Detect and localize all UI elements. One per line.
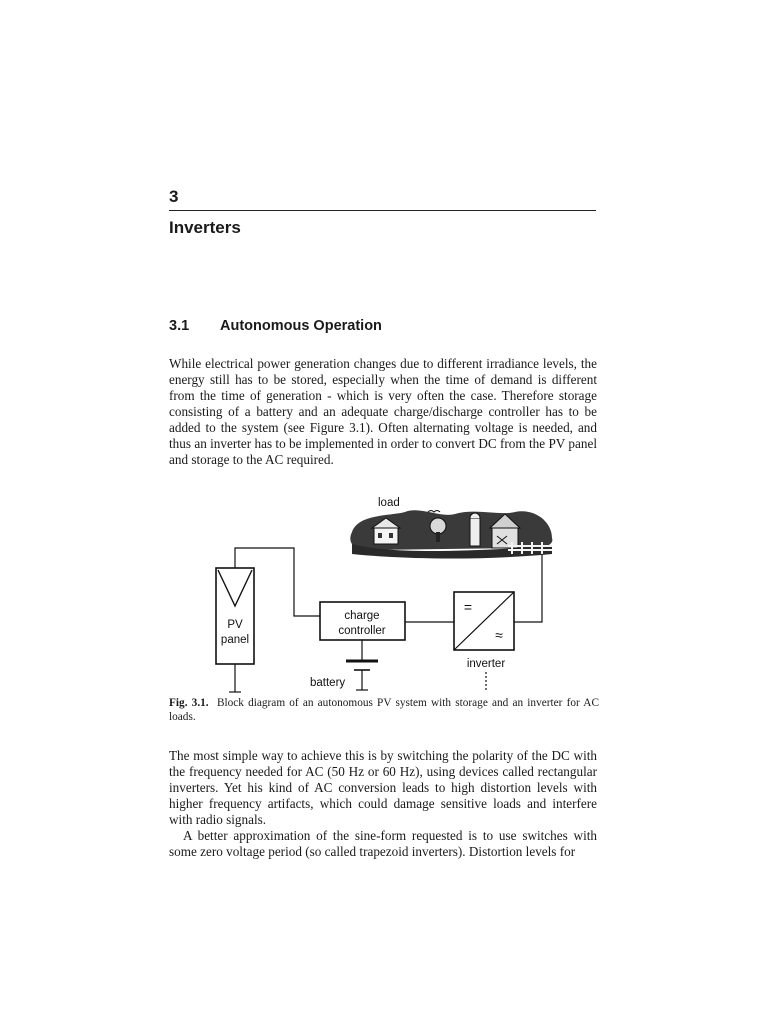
paragraph-intro: While electrical power generation changes due to different irradiance levels, the energy still has to be stored, especially when the time of demand is different from the time of generation - which is very often the case. Therefore storage consisting of a battery and an adequate charge/discharge controller has to be added to the system (see Figure 3.1). Often alternating voltage is needed, and thus an inverter has to be implemented in order to convert DC from the PV panel and storage to the AC required. [169, 356, 597, 467]
chapter-rule [169, 210, 596, 211]
section-number: 3.1 [169, 318, 190, 334]
inverter-label: inverter [466, 658, 506, 670]
load-label: load [378, 497, 400, 509]
block-diagram-figure [200, 488, 570, 698]
section-heading [169, 318, 382, 334]
block-diagram [200, 488, 570, 698]
paragraph-trapezoid-inverters: A better approximation of the sine-form requested is to use switches with some zero voltage period (so called trapezoid inverters). Distortion levels for [169, 828, 597, 859]
figure-caption [169, 696, 599, 724]
load-illustration [350, 510, 552, 558]
figure-caption-label: Fig. 3.1. [169, 697, 209, 709]
pv-label-line1: PV [227, 619, 243, 631]
section-title: Autonomous Operation [220, 318, 382, 334]
figure-caption-text: Block diagram of an autonomous PV system with storage and an inverter for AC loads. [169, 697, 599, 723]
controller-label-line1: charge [344, 610, 380, 622]
ac-symbol: ≈ [495, 627, 503, 643]
pv-panel-box [216, 568, 254, 664]
pv-label-line2: panel [220, 634, 250, 646]
chapter-number: 3 [169, 187, 179, 206]
chapter-title: Inverters [169, 218, 241, 237]
paragraph-rectangular-inverters: The most simple way to achieve this is by switching the polarity of the DC with the frequency needed for AC (50 Hz or 60 Hz), using devices called rectangular inverters. Yet his kind of AC conversion leads to high distortion levels with higher frequency artifacts, which could damage sensitive loads and interfere with radio signals. [169, 748, 597, 827]
dc-symbol: = [463, 599, 473, 615]
controller-label-line2: controller [338, 625, 386, 637]
battery-label: battery [310, 677, 346, 689]
wire-inverter-load [514, 554, 542, 622]
